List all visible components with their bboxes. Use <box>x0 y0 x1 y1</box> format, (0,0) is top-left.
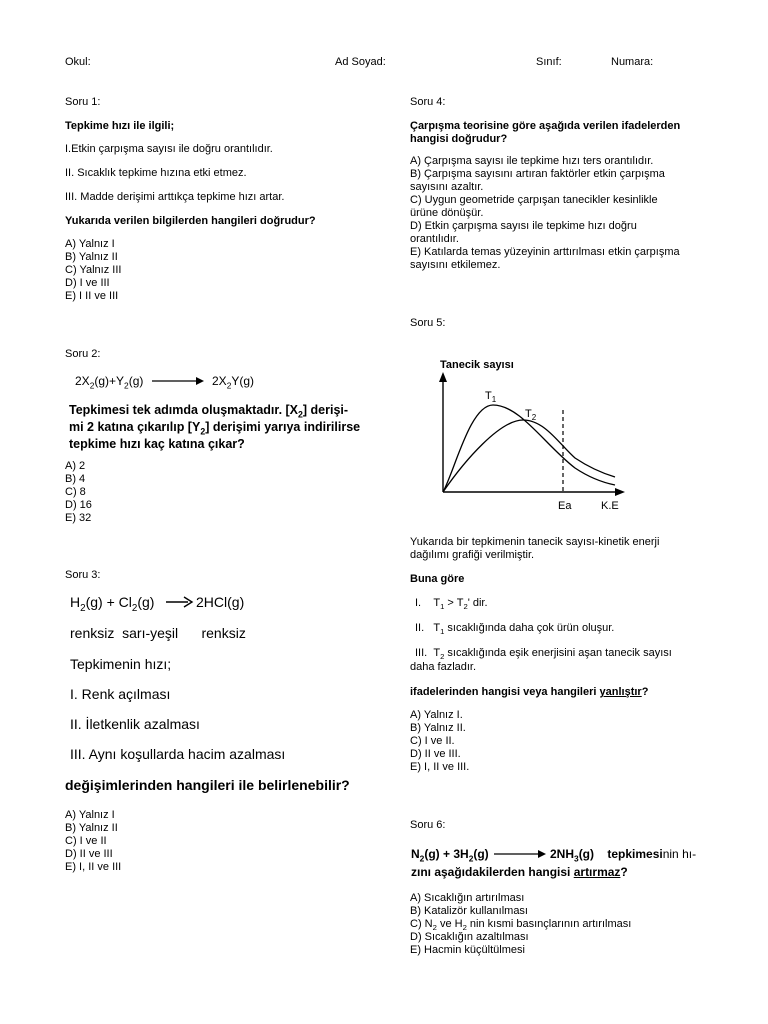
q2-option-b[interactable]: B) 4 <box>65 473 86 485</box>
q1-question: Yukarıda verilen bilgilerden hangileri doğrudur? <box>65 215 316 227</box>
q1-options <box>65 238 121 303</box>
q5-option-b[interactable]: B) Yalnız II. <box>410 722 466 734</box>
q2-option-e[interactable]: E) 32 <box>65 512 92 524</box>
q3-statement-3: III. Aynı koşullarda hacim azalması <box>70 746 286 762</box>
q6-label: Soru 6: <box>410 819 446 831</box>
q2-equation-right: $2X_2Y(g)$ <box>212 374 255 391</box>
graph-y-label: Tanecik sayısı <box>440 359 514 371</box>
q5-description-2: dağılımı grafiği verilmiştir. <box>410 549 535 561</box>
q1-statement-2: II. Sıcaklık tepkime hızına etki etmez. <box>65 167 247 179</box>
q2-arrow-icon <box>152 375 204 387</box>
q2-label: Soru 2: <box>65 348 101 360</box>
q1-option-c[interactable]: C) Yalnız III <box>65 264 122 276</box>
curve-t1-label: $T_1$ <box>485 390 497 404</box>
q5-buna-gore: Buna göre <box>410 573 465 585</box>
q3-question: değişimlerinden hangileri ile belirlenebilir? <box>65 777 350 793</box>
q2-option-d[interactable]: D) 16 <box>65 499 92 511</box>
q1-intro: Tepkime hızı ile ilgili; <box>65 120 175 132</box>
q4-label: Soru 4: <box>410 96 446 108</box>
q4-option-a[interactable]: A) Çarpışma sayısı ile tepkime hızı ters orantılıdır. <box>410 155 654 167</box>
q4-option-e-cont: sayısını etkilemez. <box>410 259 501 271</box>
q6-question: zını aşağıdakilerden hangisi artırmaz? <box>411 865 628 879</box>
q2-equation-left: $2X_2(g)+Y_2(g)$ <box>75 374 144 391</box>
q3-equation-right: 2HCl(g) <box>196 594 245 610</box>
q6-arrow-icon <box>494 848 546 860</box>
q5-description-1: Yukarıda bir tepkimenin tanecik sayısı-kinetik enerji <box>410 536 660 548</box>
q3-options <box>65 809 121 874</box>
sinif-label: Sınıf: <box>536 56 562 68</box>
q4-option-c-cont: ürüne dönüşür. <box>410 207 484 219</box>
numara-label: Numara: <box>611 56 654 68</box>
q5-statement-3-cont: daha fazladır. <box>410 661 477 673</box>
q1-option-b[interactable]: B) Yalnız II <box>65 251 118 263</box>
q5-distribution-graph <box>425 350 635 520</box>
q2-option-a[interactable]: A) 2 <box>65 460 86 472</box>
q3-option-a[interactable]: A) Yalnız I <box>65 809 115 821</box>
q3-arrow-icon <box>166 596 194 608</box>
graph-ea-label: Ea <box>558 500 572 512</box>
q4-question-line-2: hangisi doğrudur? <box>410 133 508 145</box>
q4-option-d-cont: orantılıdır. <box>410 233 459 245</box>
q1-option-d[interactable]: D) I ve III <box>65 277 110 289</box>
graph-y-arrow-icon <box>439 372 447 382</box>
q5-option-d[interactable]: D) II ve III. <box>410 748 461 760</box>
curve-t2-label: $T_2$ <box>525 408 537 422</box>
q1-statement-1: I.Etkin çarpışma sayısı ile doğru orantılıdır. <box>65 143 273 155</box>
q4-option-b-cont: sayısını azaltır. <box>410 181 484 193</box>
q5-statement-3: III. $T_2$ sıcaklığında eşik enerjisini aşan tanecik sayısı <box>415 647 672 662</box>
q3-colors: renksiz sarı-yeşil renksiz <box>70 625 246 641</box>
q6-option-c[interactable]: C) $N_2$ ve $H_2$ nin kısmi basınçlarının artırılması <box>410 918 632 933</box>
q3-option-b[interactable]: B) Yalnız II <box>65 822 118 834</box>
q3-statement-2: II. İletkenlik azalması <box>70 716 200 732</box>
q5-question: ifadelerinden hangisi veya hangileri yanlıştır? <box>410 686 649 698</box>
q3-equation-left: $H_2(g) + Cl_2(g)$ <box>70 594 155 614</box>
q4-options <box>410 155 680 272</box>
q2-options <box>65 460 92 525</box>
q4-option-d[interactable]: D) Etkin çarpışma sayısı ile tepkime hızı doğru <box>410 220 637 232</box>
q6-options <box>410 892 631 957</box>
q6-option-e[interactable]: E) Hacmin küçültülmesi <box>410 944 525 956</box>
q2-option-c[interactable]: C) 8 <box>65 486 86 498</box>
q3-option-d[interactable]: D) II ve III <box>65 848 113 860</box>
q6-equation-right: $2NH_3(g)$ tepkimesinin hı- <box>550 847 697 864</box>
q4-question-line-1: Çarpışma teorisine göre aşağıda verilen ifadelerden <box>410 120 681 132</box>
q2-question: Tepkimesi tek adımda oluşmaktadır. $[X_2]$ derişi- mi 2 katına çıkarılıp $[Y_2]$ derişimi yarıya indirilirse tepkime hızı kaç katına çıkar? <box>69 403 361 451</box>
q5-label: Soru 5: <box>410 317 446 329</box>
q3-statement-1: I. Renk açılması <box>70 686 171 702</box>
q6-option-a[interactable]: A) Sıcaklığın artırılması <box>410 892 525 904</box>
q4-option-c[interactable]: C) Uygun geometride çarpışan tanecikler kesinlikle <box>410 194 658 206</box>
q1-option-a[interactable]: A) Yalnız I <box>65 238 115 250</box>
q4-option-e[interactable]: E) Katılarda temas yüzeyinin arttırılması etkin çarpışma <box>410 246 680 258</box>
q5-option-e[interactable]: E) I, II ve III. <box>410 761 470 773</box>
q3-option-e[interactable]: E) I, II ve III <box>65 861 122 873</box>
q5-statement-2: II. $T_1$ sıcaklığında daha çok ürün oluşur. <box>415 622 615 637</box>
okul-label: Okul: <box>65 56 91 68</box>
q5-option-c[interactable]: C) I ve II. <box>410 735 455 747</box>
ad-soyad-label: Ad Soyad: <box>335 56 386 68</box>
q6-option-d[interactable]: D) Sıcaklığın azaltılması <box>410 931 529 943</box>
graph-x-arrow-icon <box>615 488 625 496</box>
q6-option-b[interactable]: B) Katalizör kullanılması <box>410 905 528 917</box>
q5-options <box>410 709 469 774</box>
q6-equation-left: $N_2(g) + 3H_2(g)$ <box>411 847 489 864</box>
q4-option-b[interactable]: B) Çarpışma sayısını artıran faktörler etkin çarpışma <box>410 168 665 180</box>
q1-option-e[interactable]: E) I II ve III <box>65 290 119 302</box>
q1-label: Soru 1: <box>65 96 101 108</box>
q3-rate: Tepkimenin hızı; <box>70 656 172 672</box>
graph-x-label: K.E <box>601 500 619 512</box>
q3-option-c[interactable]: C) I ve II <box>65 835 107 847</box>
q5-option-a[interactable]: A) Yalnız I. <box>410 709 463 721</box>
q5-statement-1: I. $T_1 > T_2'$ dir. <box>415 597 488 612</box>
q3-label: Soru 3: <box>65 569 101 581</box>
q1-statement-3: III. Madde derişimi arttıkça tepkime hızı artar. <box>65 191 285 203</box>
